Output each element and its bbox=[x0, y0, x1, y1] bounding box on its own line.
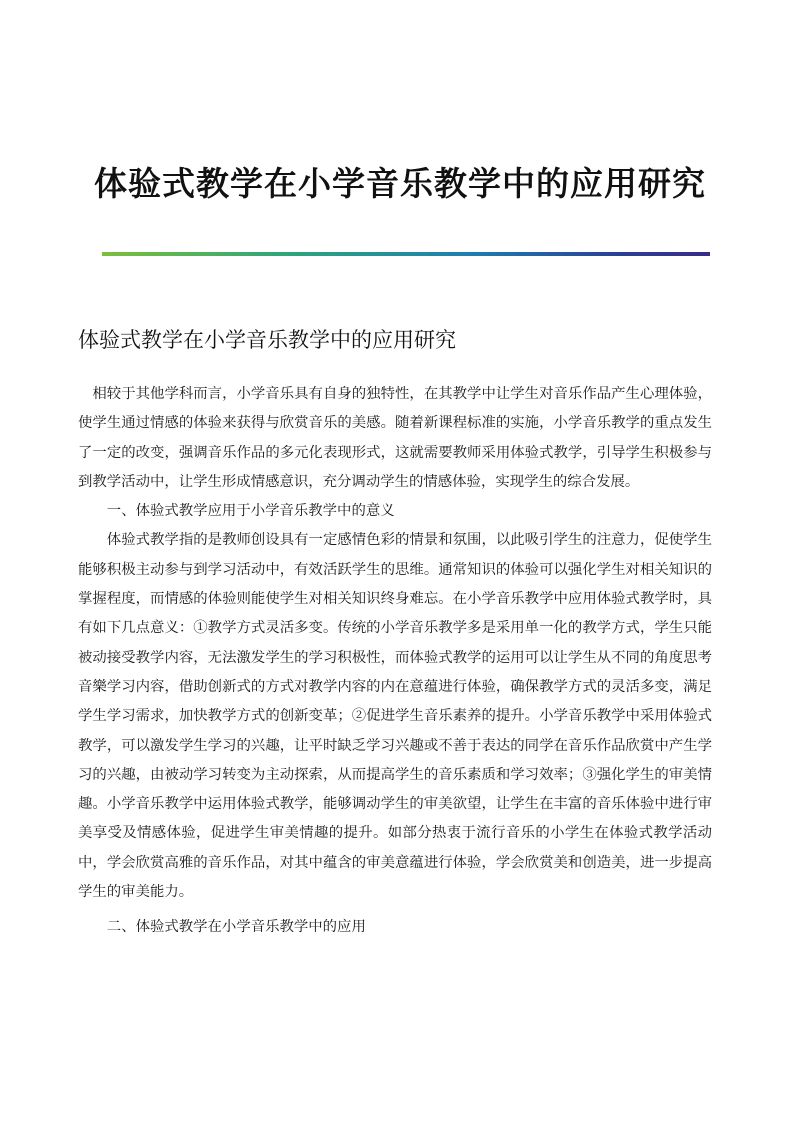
section-1-paragraph: 体验式教学指的是教师创设具有一定感情色彩的情景和氛围，以此吸引学生的注意力，促使学生能够积极主动参与到学习活动中，有效活跃学生的思维。通常知识的体验可以强化学生对相关知识的掌握程度，而情感的体验则能使学生对相关知识终身难忘。在小学音乐教学中应用体验式教学时，具有如下几点意义：①教学方式灵活多变。传统的小学音乐教学多是采用单一化的教学方式，学生只能被动接受教学内容，无法激发学生的学习积极性，而体验式教学的运用可以让学生从不同的角度思考音樂学习内容，借助创新式的方式对教学内容的内在意蕴进行体验，确保教学方式的灵活多变，满足学生学习需求，加快教学方式的创新变革；②促进学生音乐素养的提升。小学音乐教学中采用体验式教学，可以激发学生学习的兴趣，让平时缺乏学习兴趣或不善于表达的同学在音乐作品欣赏中产生学习的兴趣，由被动学习转变为主动探索，从而提高学生的音乐素质和学习效率；③强化学生的审美情趣。小学音乐教学中运用体验式教学，能够调动学生的审美欲望，让学生在丰富的音乐体验中进行审美享受及情感体验，促进学生审美情趣的提升。如部分热衷于流行音乐的小学生在体验式教学活动中，学会欣赏高雅的音乐作品，对其中蕴含的审美意蕴进行体验，学会欣赏美和创造美，进一步提高学生的审美能力。 bbox=[78, 532, 712, 901]
article-heading: 体验式教学在小学音乐教学中的应用研究 bbox=[78, 328, 456, 352]
document-title: 体验式教学在小学音乐教学中的应用研究 bbox=[94, 164, 706, 203]
intro-paragraph: 相较于其他学科而言，小学音乐具有自身的独特性，在其教学中让学生对音乐作品产生心理体验，使学生通过情感的体验来获得与欣赏音乐的美感。随着新课程标准的实施，小学音乐教学的重点发生了一定的改变，强调音乐作品的多元化表现形式，这就需要教师采用体验式教学，引导学生积极参与到教学活动中，让学生形成情感意识，充分调动学生的情感体验，实现学生的综合发展。 bbox=[78, 386, 712, 490]
section-2-heading: 二、体验式教学在小学音乐教学中的应用 bbox=[106, 919, 366, 936]
article-body bbox=[78, 380, 712, 943]
section-1-heading: 一、体验式教学应用于小学音乐教学中的意义 bbox=[106, 503, 395, 520]
title-divider bbox=[102, 252, 710, 256]
